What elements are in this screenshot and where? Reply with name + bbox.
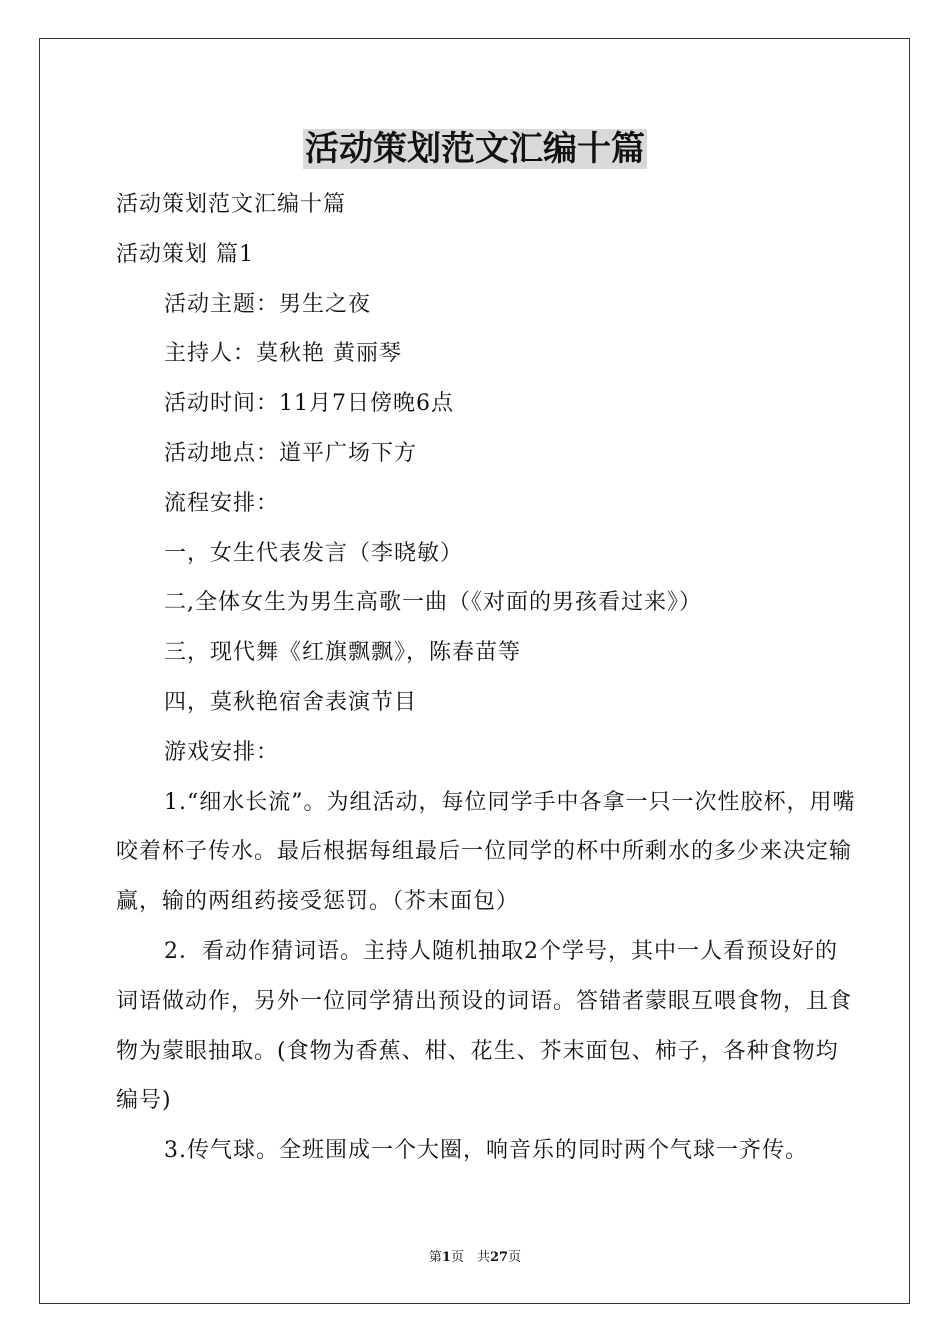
paragraph-game-1: 1.“细水长流”。为组活动，每位同学手中各拿一只一次性胶杯，用嘴咬着杯子传水。最后根据每组最后一位同学的杯中所剩水的多少来决定输赢，输的两组药接受惩罚。（芥末面包）: [116, 789, 856, 915]
line-process-3: 三，现代舞《红旗飘飘》，陈春苗等: [164, 640, 522, 666]
document-title: [0, 128, 950, 170]
line-hosts: 主持人：莫秋艳 黄丽琴: [164, 341, 402, 367]
footer-page-total: 27: [489, 1250, 509, 1265]
line-process-4: 四，莫秋艳宿舍表演节目: [164, 689, 418, 715]
line-process-1: 一，女生代表发言（李晓敏）: [164, 540, 464, 566]
section-heading: 活动策划 篇1: [116, 241, 254, 267]
line-process-2: 二,全体女生为男生高歌一曲（《对面的男孩看过来》）: [164, 590, 702, 616]
line-location: 活动地点：道平广场下方: [164, 440, 418, 466]
paragraph-game-3: 3.传气球。全班围成一个大圈，响音乐的同时两个气球一齐传。: [164, 1138, 808, 1164]
footer-mid: 页 共: [450, 1250, 490, 1265]
footer-page-current: 1: [441, 1250, 451, 1265]
line-game-heading: 游戏安排：: [164, 739, 280, 765]
paragraph-game-2: 2．看动作猜词语。主持人随机抽取2个学号，其中一人看预设好的词语做动作，另外一位同学猜出预设的词语。答错者蒙眼互喂食物，且食物为蒙眼抽取。(食物为香蕉、柑、花生、芥末面包、柿子，各种食物均编号): [116, 938, 853, 1114]
footer-suffix: 页: [508, 1250, 522, 1265]
line-process-heading: 流程安排：: [164, 490, 280, 516]
page-footer: [0, 1246, 950, 1265]
line-time: 活动时间：11月7日傍晚6点: [164, 391, 454, 417]
document-body: [116, 180, 856, 1176]
line-theme: 活动主题：男生之夜: [164, 291, 372, 317]
document-subtitle: 活动策划范文汇编十篇: [116, 192, 347, 217]
footer-prefix: 第: [428, 1250, 442, 1265]
document-title-text: 活动策划范文汇编十篇: [305, 129, 645, 169]
